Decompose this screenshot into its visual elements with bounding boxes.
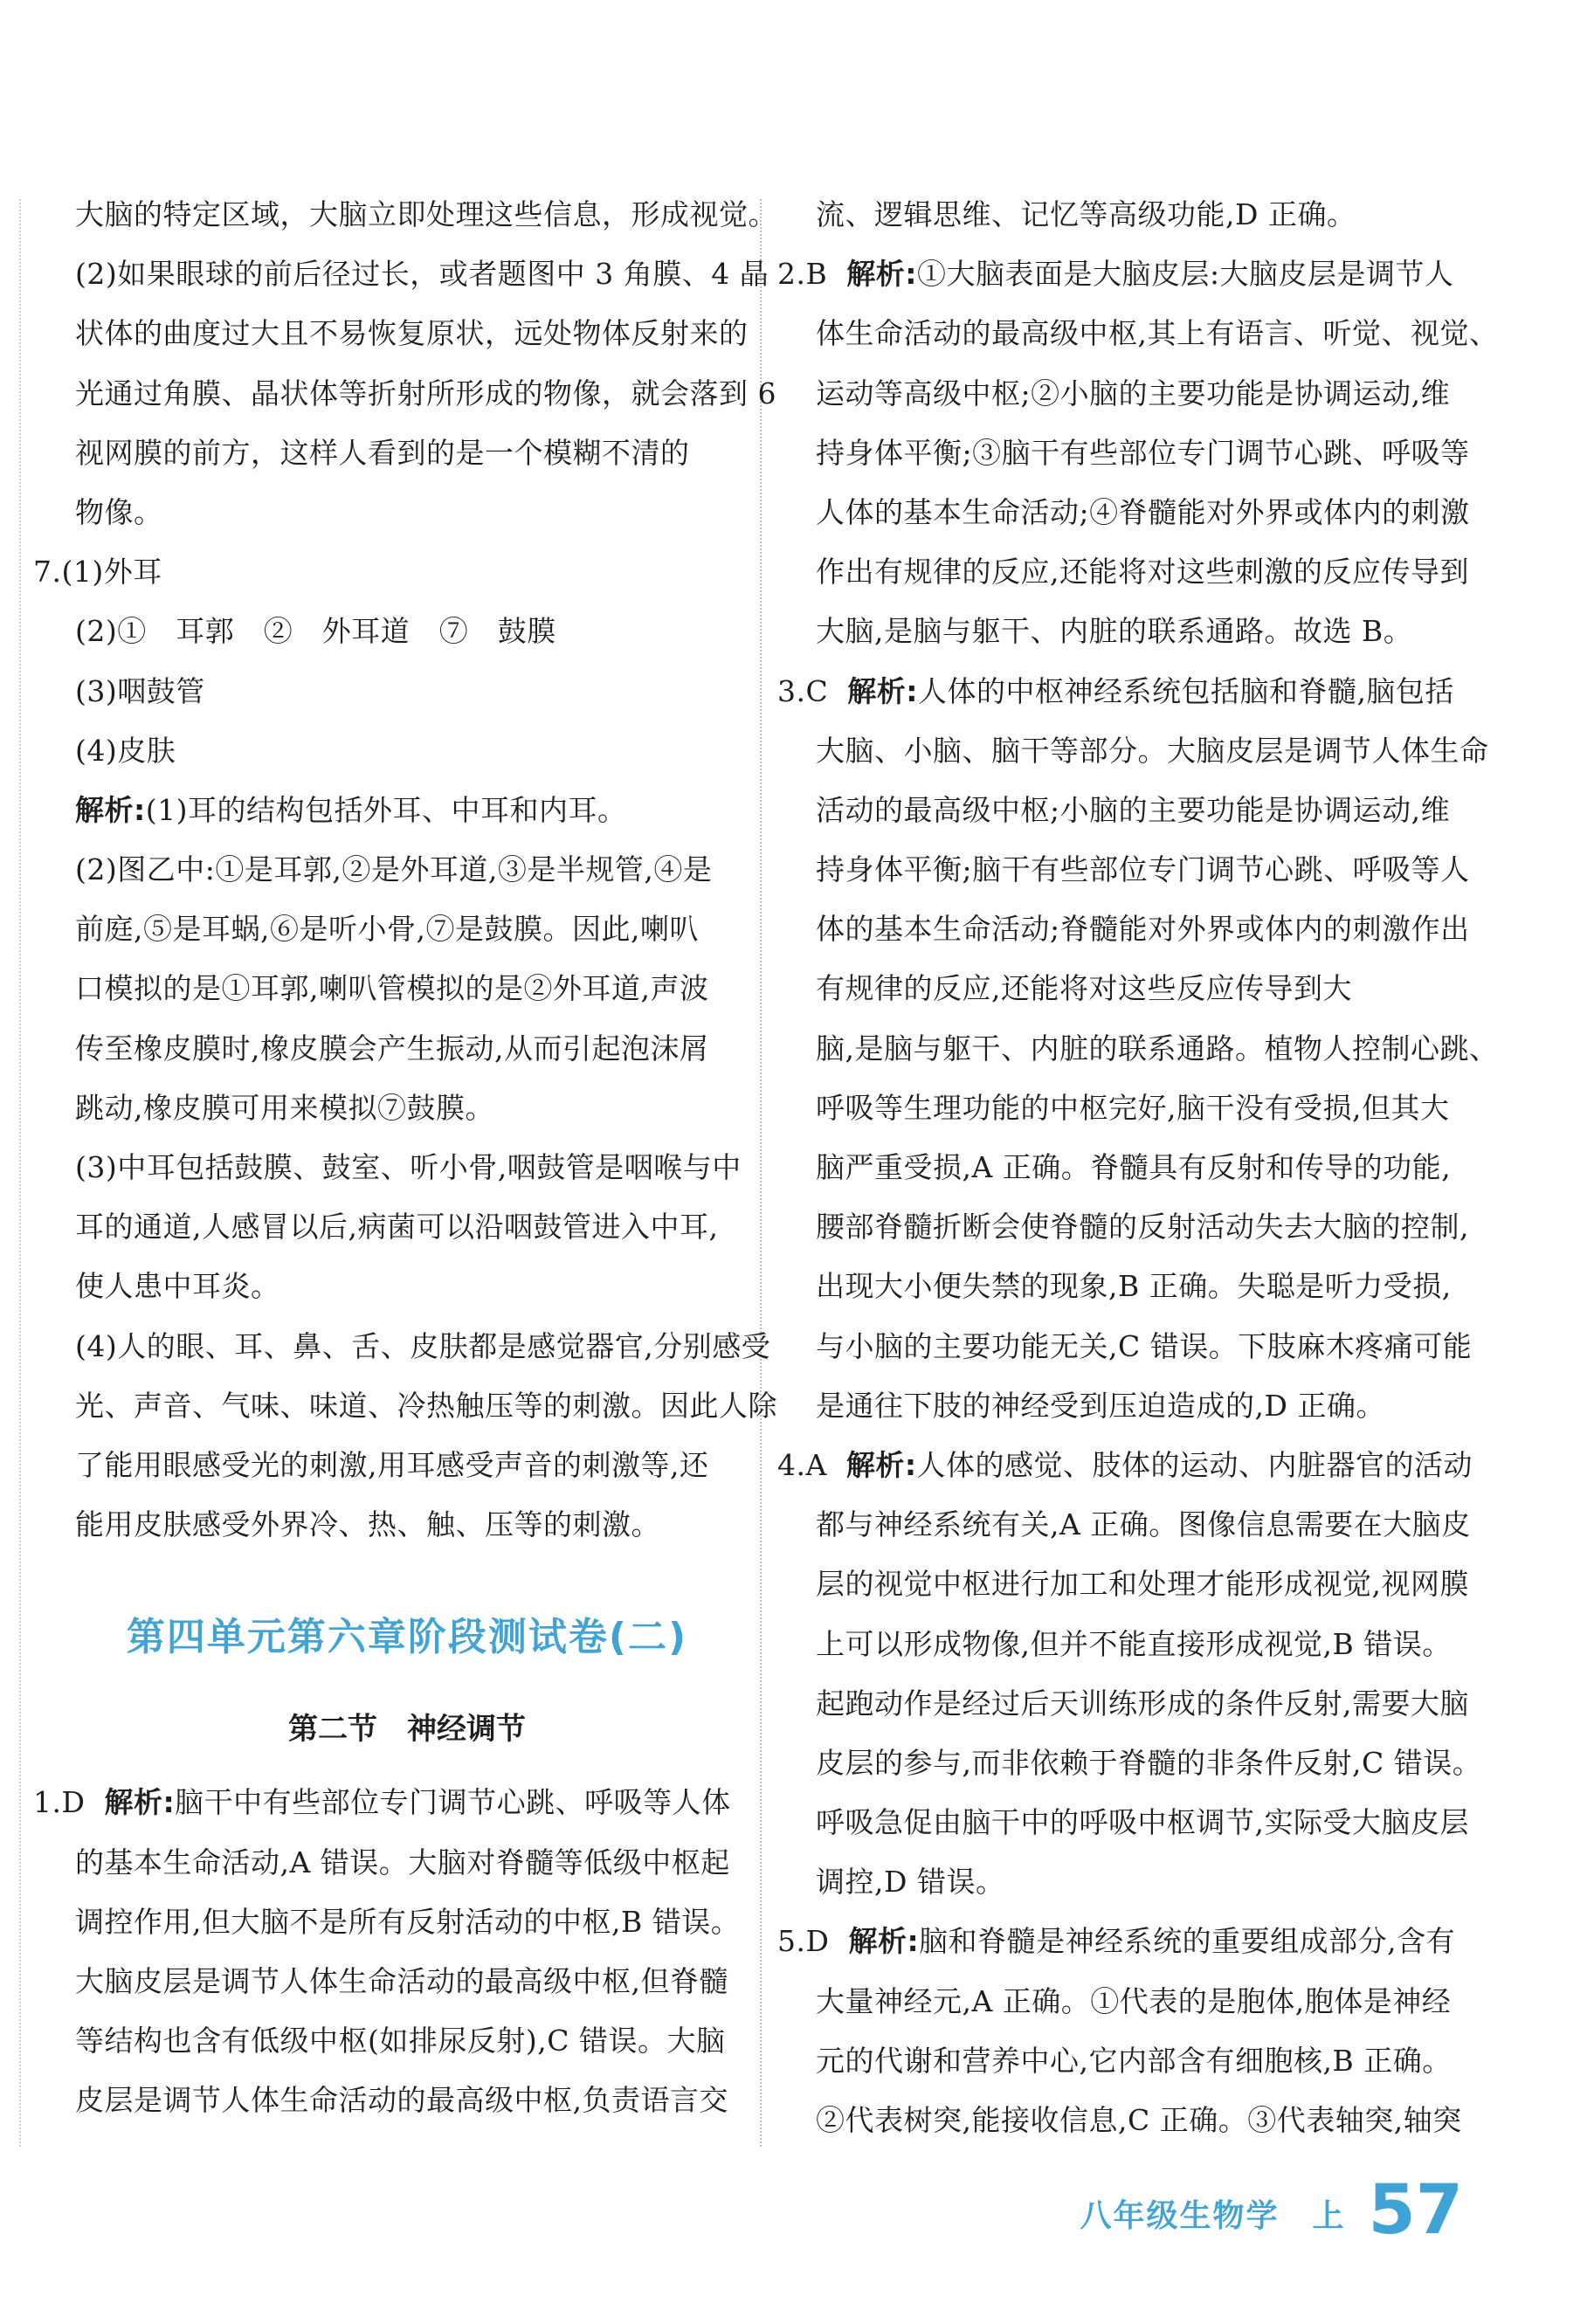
text-line: 大脑的特定区域，大脑立即处理这些信息，形成视觉。 xyxy=(75,197,777,231)
text-line: 上可以形成物像,但并不能直接形成视觉,B 错误。 xyxy=(816,1626,1452,1661)
text-line: 起跑动作是经过后天训练形成的条件反射,需要大脑 xyxy=(816,1686,1469,1721)
question-number: 1.D xyxy=(33,1785,86,1820)
text-line: 都与神经系统有关,A 正确。图像信息需要在大脑皮 xyxy=(816,1507,1471,1542)
text-line: 有规律的反应,还能将对这些反应传导到大 xyxy=(816,971,1352,1006)
question-number: 2.B xyxy=(777,257,828,292)
text-line: 物像。 xyxy=(75,494,163,529)
text-line: 持身体平衡;③脑干有些部位专门调节心跳、呼吸等 xyxy=(816,435,1470,470)
text-line: 呼吸等生理功能的中枢完好,脑干没有受损,但其大 xyxy=(816,1090,1450,1125)
analysis-label: 解析: xyxy=(847,673,918,708)
text-line: 大脑皮层是调节人体生命活动的最高级中枢,但脊髓 xyxy=(75,1963,728,1998)
text-line: 调控作用,但大脑不是所有反射活动的中枢,B 错误。 xyxy=(75,1904,741,1939)
text-line: 活动的最高级中枢;小脑的主要功能是协调运动,维 xyxy=(816,792,1451,827)
analysis-label: 解析: xyxy=(104,1785,176,1820)
text-line: 调控,D 错误。 xyxy=(816,1865,1005,1900)
analysis-label: 解析: xyxy=(848,1924,920,1959)
text-line: 体的基本生命活动;脊髓能对外界或体内的刺激作出 xyxy=(816,912,1470,947)
analysis-label: 解析: xyxy=(846,257,917,292)
question-7-answer-2: (2)① 耳郭 ② 外耳道 ⑦ 鼓膜 xyxy=(75,614,556,649)
question-7-answer-1: 7.(1)外耳 xyxy=(33,555,162,590)
text-line: 传至橡皮膜时,橡皮膜会产生振动,从而引起泡沫屑 xyxy=(75,1031,709,1065)
question-7-answer-4: (4)皮肤 xyxy=(75,733,176,768)
unit-title: 第四单元第六章阶段测试卷(二) xyxy=(126,1615,688,1660)
text-line: 口模拟的是①耳郭,喇叭管模拟的是②外耳道,声波 xyxy=(75,971,709,1006)
text-line: 能用皮肤感受外界冷、热、触、压等的刺激。 xyxy=(75,1507,660,1542)
text-line: 状体的曲度过大且不易恢复原状，远处物体反射来的 xyxy=(75,316,749,351)
text-line: 大脑,是脑与躯干、内脏的联系通路。故选 B。 xyxy=(816,614,1413,649)
text-line: 元的代谢和营养中心,它内部含有细胞核,B 正确。 xyxy=(816,2043,1452,2078)
text-line: 出现大小便失禁的现象,B 正确。失聪是听力受损, xyxy=(816,1269,1452,1304)
question-5: 5.D 解析:脑和脊髓是神经系统的重要组成部分,含有 xyxy=(777,1924,1456,1959)
text-line: 呼吸急促由脑干中的呼吸中枢调节,实际受大脑皮层 xyxy=(816,1805,1469,1840)
text-line: 前庭,⑤是耳蜗,⑥是听小骨,⑦是鼓膜。因此,喇叭 xyxy=(75,912,699,947)
question-1: 1.D 解析:脑干中有些部位专门调节心跳、呼吸等人体 xyxy=(33,1785,731,1820)
text-line: 持身体平衡;脑干有些部位专门调节心跳、呼吸等人 xyxy=(816,852,1470,887)
text-line: 皮层的参与,而非依赖于脊髓的非条件反射,C 错误。 xyxy=(816,1745,1482,1780)
text-line: 腰部脊髓折断会使脊髓的反射活动失去大脑的控制, xyxy=(816,1210,1469,1245)
text-line: (2)如果眼球的前后径过长，或者题图中 3 角膜、4 晶 xyxy=(75,257,769,292)
column-divider xyxy=(760,199,762,2147)
text-line: 层的视觉中枢进行加工和处理才能形成视觉,视网膜 xyxy=(816,1567,1469,1602)
analysis-label: 解析: xyxy=(845,1447,917,1482)
text-line: 大脑、小脑、脑干等部分。大脑皮层是调节人体生命 xyxy=(816,733,1489,768)
text-line: 脑,是脑与躯干、内脏的联系通路。植物人控制心跳、 xyxy=(816,1031,1499,1065)
text-line: ②代表树突,能接收信息,C 正确。③代表轴突,轴突 xyxy=(816,2103,1462,2137)
right-column xyxy=(777,185,1499,2150)
page-footer xyxy=(1080,2157,1463,2250)
text-line: 等结构也含有低级中枢(如排尿反射),C 错误。大脑 xyxy=(75,2024,726,2058)
text-line: 皮层是调节人体生命活动的最高级中枢,负责语言交 xyxy=(75,2083,728,2118)
text-line: 使人患中耳炎。 xyxy=(75,1269,280,1304)
text-line: 脑严重受损,A 正确。脊髓具有反射和传导的功能, xyxy=(816,1150,1452,1184)
text-line: 耳的通道,人感冒以后,病菌可以沿咽鼓管进入中耳, xyxy=(75,1210,719,1245)
text-line: 体生命活动的最高级中枢,其上有语言、听觉、视觉、 xyxy=(816,316,1499,351)
text-line: 大量神经元,A 正确。①代表的是胞体,胞体是神经 xyxy=(816,1983,1452,2018)
book-title: 八年级生物学 上 xyxy=(1080,2198,1346,2234)
text-line: 光、声音、气味、味道、冷热触压等的刺激。因此人除 xyxy=(75,1388,777,1423)
text-line: 是通往下肢的神经受到压迫造成的,D 正确。 xyxy=(816,1388,1385,1423)
text-line: 与小脑的主要功能无关,C 错误。下肢麻木疼痛可能 xyxy=(816,1328,1473,1363)
question-3: 3.C 解析:人体的中枢神经系统包括脑和脊髓,脑包括 xyxy=(777,673,1454,708)
text-line: (4)人的眼、耳、鼻、舌、皮肤都是感觉器官,分别感受 xyxy=(75,1328,771,1363)
text-line: 了能用眼感受光的刺激,用耳感受声音的刺激等,还 xyxy=(75,1447,709,1482)
text-line: 人体的基本生命活动;④脊髓能对外界或体内的刺激 xyxy=(816,494,1470,529)
text-line: 视网膜的前方，这样人看到的是一个模糊不清的 xyxy=(75,435,690,470)
text-line: 跳动,橡皮膜可用来模拟⑦鼓膜。 xyxy=(75,1090,494,1125)
text-line: 流、逻辑思维、记忆等高级功能,D 正确。 xyxy=(816,197,1356,231)
question-2: 2.B 解析:①大脑表面是大脑皮层:大脑皮层是调节人 xyxy=(777,257,1454,292)
text-line: 运动等高级中枢;②小脑的主要功能是协调运动,维 xyxy=(816,376,1451,410)
analysis-label: 解析: xyxy=(75,792,146,827)
text-line: (2)图乙中:①是耳郭,②是外耳道,③是半规管,④是 xyxy=(75,852,713,887)
text-line: (3)中耳包括鼓膜、鼓室、听小骨,咽鼓管是咽喉与中 xyxy=(75,1150,742,1184)
text-line: 光通过角膜、晶状体等折射所形成的物像，就会落到 6 xyxy=(75,376,776,410)
margin-guide xyxy=(19,199,21,2147)
question-number: 7. xyxy=(33,555,62,590)
question-4: 4.A 解析:人体的感觉、肢体的运动、内脏器官的活动 xyxy=(777,1447,1473,1482)
page-number: 57 xyxy=(1368,2171,1463,2250)
text-line: 的基本生命活动,A 错误。大脑对脊髓等低级中枢起 xyxy=(75,1845,730,1879)
question-number: 5.D xyxy=(777,1924,830,1959)
question-number: 3.C xyxy=(777,673,829,708)
question-7-analysis: 解析:(1)耳的结构包括外耳、中耳和内耳。 xyxy=(75,792,627,827)
text-line: 作出有规律的反应,还能将对这些刺激的反应传导到 xyxy=(816,555,1469,590)
left-column xyxy=(33,185,777,2130)
section-title: 第二节 神经调节 xyxy=(288,1712,526,1748)
question-number: 4.A xyxy=(777,1447,827,1482)
question-7-answer-3: (3)咽鼓管 xyxy=(75,673,205,708)
